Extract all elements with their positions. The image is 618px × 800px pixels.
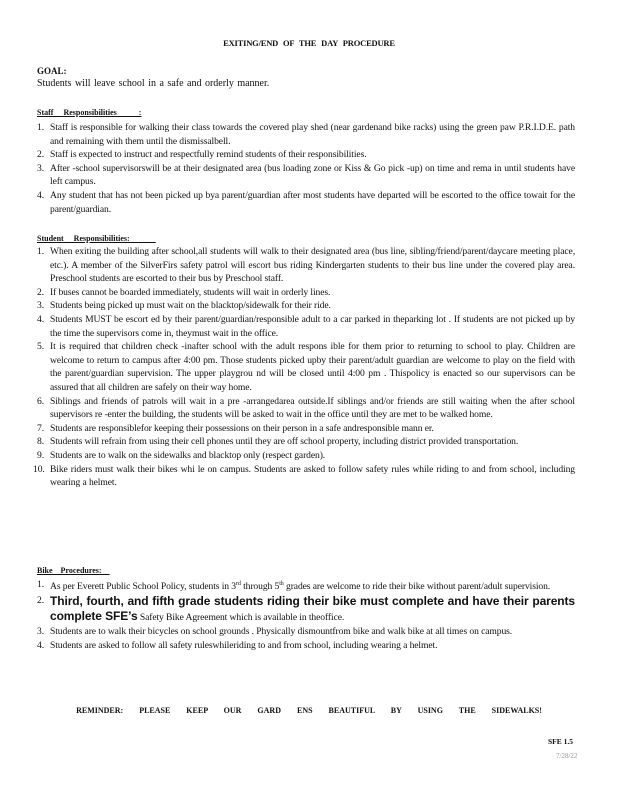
item-text: Bike riders must walk their bikes whi le on campus. Students are asked to follow safety rules while riding to and from school, including wearing a helmet. — [50, 463, 575, 489]
item-text: If buses cannot be boarded immediately, students will wait in orderly lines. — [50, 286, 331, 298]
footer-code: SFE 1.5 — [548, 737, 574, 746]
list-item — [37, 148, 575, 162]
list-item — [37, 162, 575, 189]
reminder-line: REMINDER: PLEASE KEEP OUR GARD ENS BEAUTIFUL BY USING THE SIDEWALKS! — [76, 706, 542, 715]
staff-heading: Staff Responsibilities : — [37, 108, 142, 117]
list-item — [37, 286, 575, 300]
goal-text: Students will leave school in a safe and orderly manner. — [37, 78, 270, 89]
document-title: EXITING/END OF THE DAY PROCEDURE — [223, 38, 395, 48]
item-number: 8. — [37, 436, 44, 448]
item-text: Any student that has not been picked up bya parent/guardian after most students have departed will be escorted to the office towait for the parent/guardian. — [50, 189, 575, 215]
item-number: 5. — [37, 341, 44, 353]
list-item: 4. Students are asked to follow all safety ruleswhileriding to and from school, including wearing a helmet. — [37, 639, 438, 651]
item-text: Students being picked up must wait on the blacktop/sidewalk for their ride. — [50, 300, 331, 312]
list-item — [37, 435, 575, 449]
item-number: 4. — [37, 189, 44, 201]
item-number: 9. — [37, 449, 44, 461]
bike-list — [37, 578, 575, 652]
list-item: 3. Students are to walk their bicycles on school grounds . Physically dismountfrom bike and walk bike at all times on campus. — [37, 625, 513, 637]
bike-heading: Bike Procedures: — [37, 566, 110, 575]
list-item: 1. As per Everett Public School Policy, students in 3rd through 5th grades are welcome to ride their bike without parent/adult supervision. — [37, 579, 551, 593]
item-text: When exiting the building after school,all students will walk to their designated area (bus line, sibling/friend/parent/daycare meeting place, etc.). A member of the SilverFirs safety patrol will escort bus riding Kindergarten students to their bus line under the covered play area. Preschool students are escorted to their bus by Preschool staff. — [50, 246, 575, 285]
list-item — [37, 449, 575, 463]
item-number: 3. — [37, 162, 44, 174]
item-number: 7. — [37, 422, 44, 434]
item-text: Students are responsiblefor keeping their possessions on their person in a safe andresponsible mann er. — [50, 422, 434, 434]
list-item — [37, 189, 575, 216]
list-item — [37, 121, 575, 148]
item-text: After -school supervisorswill be at their designated area (bus loading zone or Kiss & Go pick -up) on time and rema in until students have left campus. — [50, 162, 575, 188]
item-number: 6. — [37, 395, 44, 407]
item-number: 1. — [37, 122, 44, 133]
item-number: 1. — [37, 246, 44, 257]
list-item — [37, 422, 575, 436]
goal-heading: GOAL: — [37, 66, 67, 76]
item-number: 3. — [37, 300, 44, 312]
item-text: Students MUST be escort ed by their parent/guardian/responsible adult to a car parked in theparking lot . If students are not picked up by the time the supervisors come in, theymust wait in the office. — [50, 313, 575, 339]
staff-list — [37, 121, 575, 216]
list-item: 2. Third, fourth, and fifth grade students riding their bike must complete and have their parents complete SFE’s Safety Bike Agreement which is available in theoffice. — [37, 593, 575, 624]
item-text: It is required that children check -inafter school with the adult respons ible for them prior to returning to school to play. Children are welcome to return to campus after 4:00 pm. Those students picked upby their parent/adult guardian are welcome to play on the field with the parent/guardian supervision. The upper playgrou nd will be closed until 4:00 pm . Thispolicy is enacted so our supervisors can be assured that all children are safely on their way home. — [50, 341, 575, 393]
list-item — [37, 313, 575, 340]
item-text: Siblings and friends of patrols will wait in a pre -arrangedarea outside.If siblings and/or friends are still waiting when the after school supervisors re -enter the building, the students will be asked to wait in the office until they are met to be walked home. — [50, 395, 575, 421]
item-number: 10. — [33, 463, 45, 475]
item-text: Staff is expected to instruct and respectfully remind students of their responsibilities. — [50, 149, 367, 161]
footer-date: 7/28/22 — [556, 752, 578, 760]
student-list — [33, 245, 575, 490]
item-text: Students are to walk on the sidewalks and blacktop only (respect garden). — [50, 449, 326, 461]
list-item — [37, 340, 575, 394]
list-item — [37, 395, 575, 422]
student-heading: Student Responsibilities: — [37, 234, 156, 243]
list-item — [37, 245, 575, 286]
item-text: Students will refrain from using their cell phones until they are off school property, including district provided transportation. — [50, 436, 519, 448]
list-item — [33, 463, 575, 490]
item-text: Staff is responsible for walking their class towards the covered play shed (near gardenand bike racks) using the green paw P.R.I.D.E. path and remaining with them until the dismissalbell. — [50, 122, 575, 147]
list-item — [37, 299, 575, 313]
item-number: 4. — [37, 313, 44, 325]
item-number: 2. — [37, 286, 44, 298]
item-number: 2. — [37, 149, 44, 161]
